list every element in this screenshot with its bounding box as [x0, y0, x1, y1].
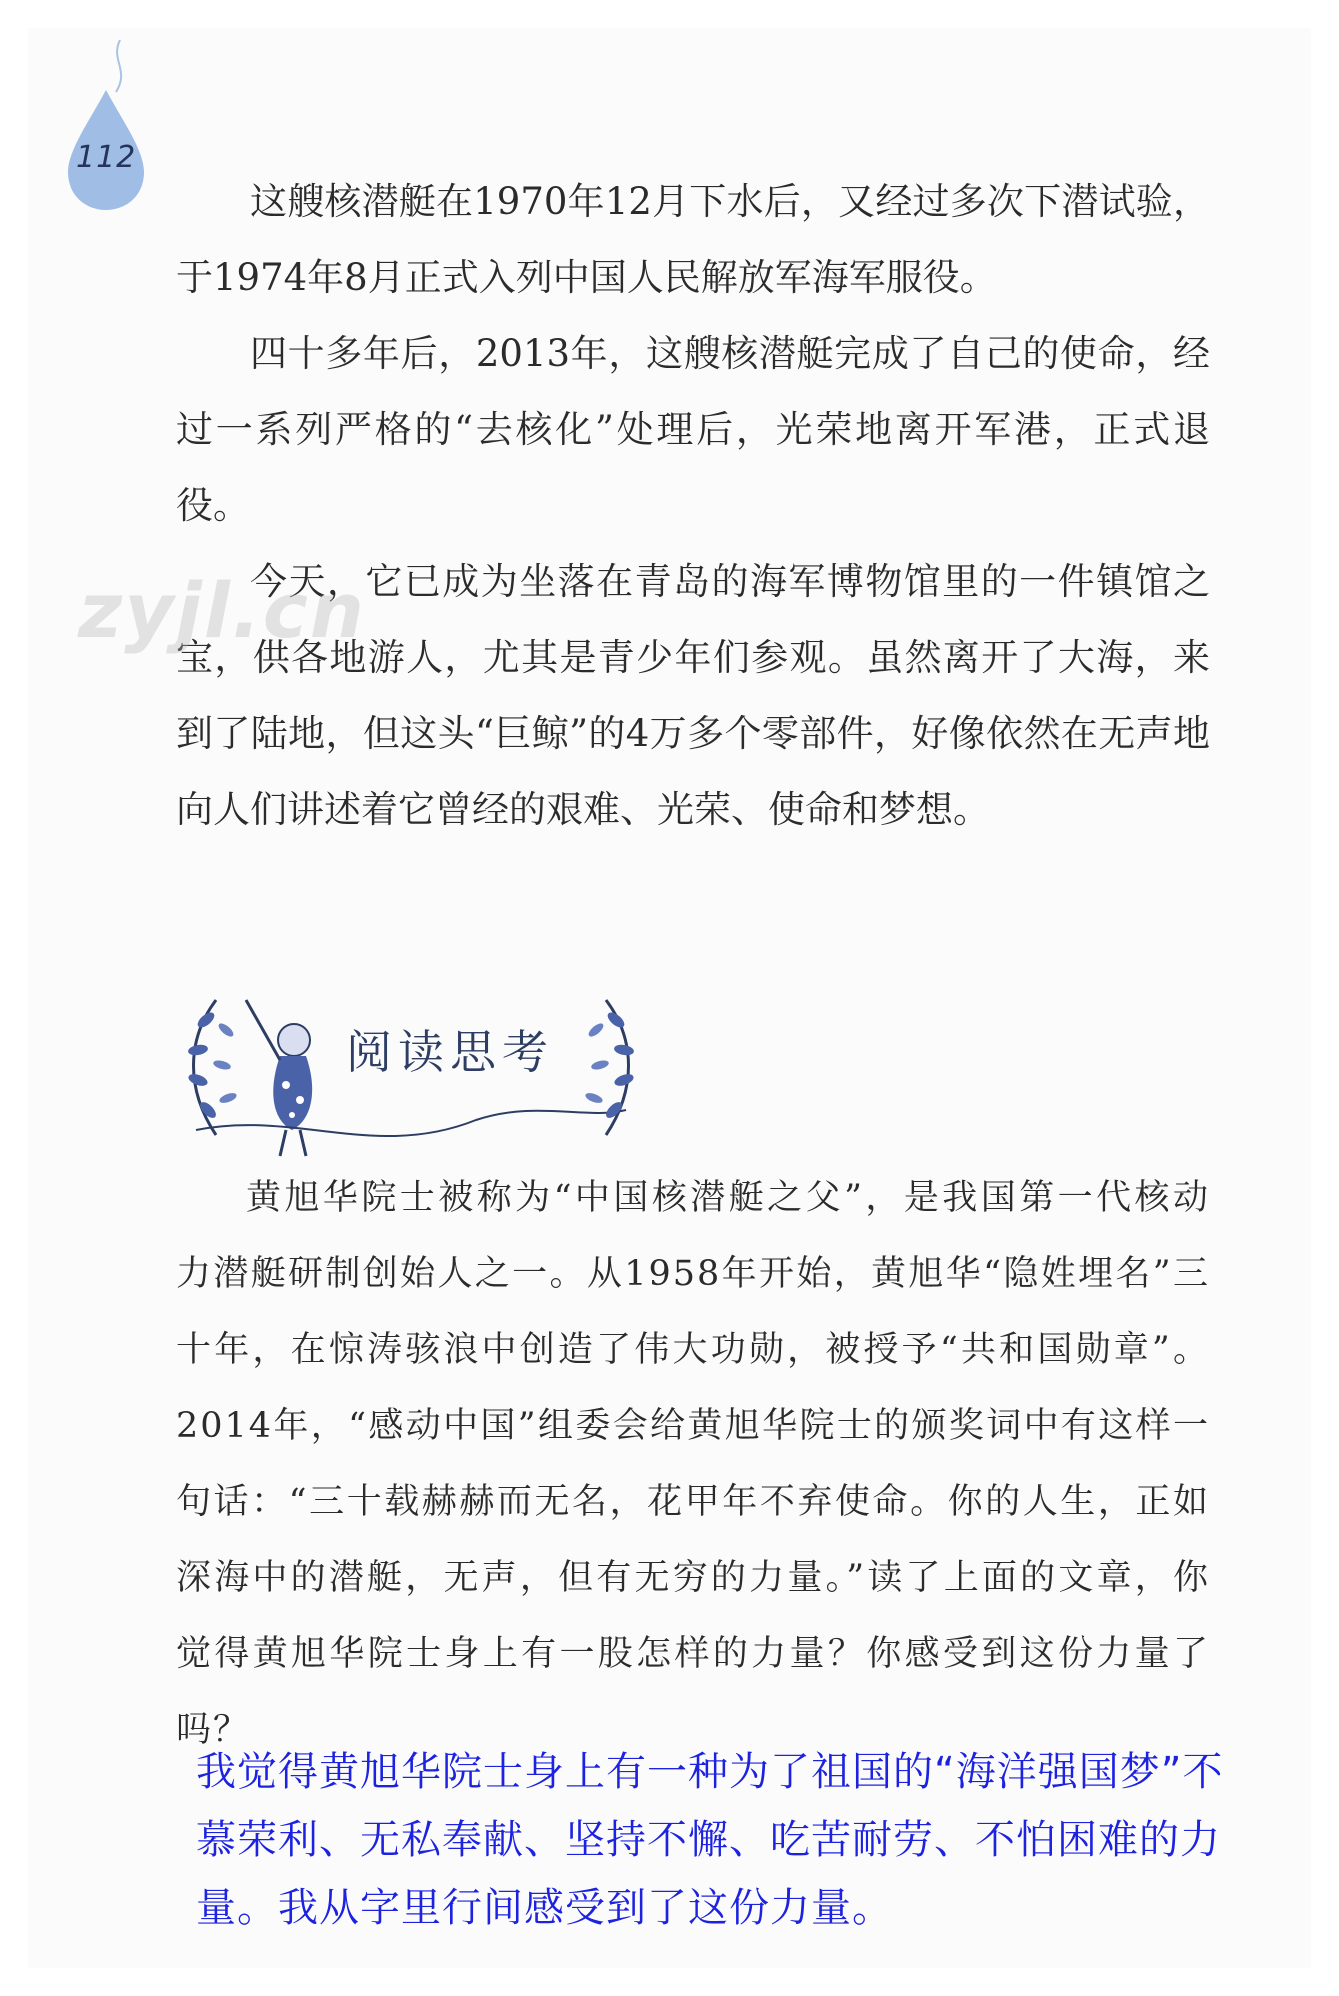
water-drop-icon: [60, 40, 150, 210]
section-title: 阅读思考: [346, 1025, 554, 1079]
question-paragraph: 黄旭华院士被称为“中国核潜艇之父”，是我国第一代核动力潜艇研制创始人之一。从1958年开始，黄旭华“隐姓埋名”三十年，在惊涛骇浪中创造了伟大功勋，被授予“共和国勋章”。2014年，“感动中国”组委会给黄旭华院士的颁奖词中有这样一句话：“三十载赫赫而无名，花甲年不弃使命。你的人生，正如深海中的潜艇，无声，但有无穷的力量。”读了上面的文章，你觉得黄旭华院士身上有一股怎样的力量？你感受到这份力量了吗？: [176, 1178, 1210, 1750]
page-number: 112: [76, 140, 137, 175]
paragraph-3: 今天，它已成为坐落在青岛的海军博物馆里的一件镇馆之宝，供各地游人，尤其是青少年们参观。虽然离开了大海，来到了陆地，但这头“巨鲸”的4万多个零部件，好像依然在无声地向人们讲述着它曾经的艰难、光荣、使命和梦想。: [176, 560, 1210, 831]
paragraph-1: 这艘核潜艇在1970年12月下水后，又经过多次下潜试验，于1974年8月正式入列中国人民解放军海军服役。: [176, 180, 1210, 299]
handwritten-answer: 我觉得黄旭华院士身上有一种为了祖国的“海洋强国梦”不慕荣利、无私奉献、坚持不懈、吃苦耐劳、不怕困难的力量。我从字里行间感受到了这份力量。: [196, 1749, 1224, 1931]
paragraph-2: 四十多年后，2013年，这艘核潜艇完成了自己的使命，经过一系列严格的“去核化”处理后，光荣地离开军港，正式退役。: [176, 332, 1210, 527]
watermark: zyjl.cn: [78, 566, 366, 655]
